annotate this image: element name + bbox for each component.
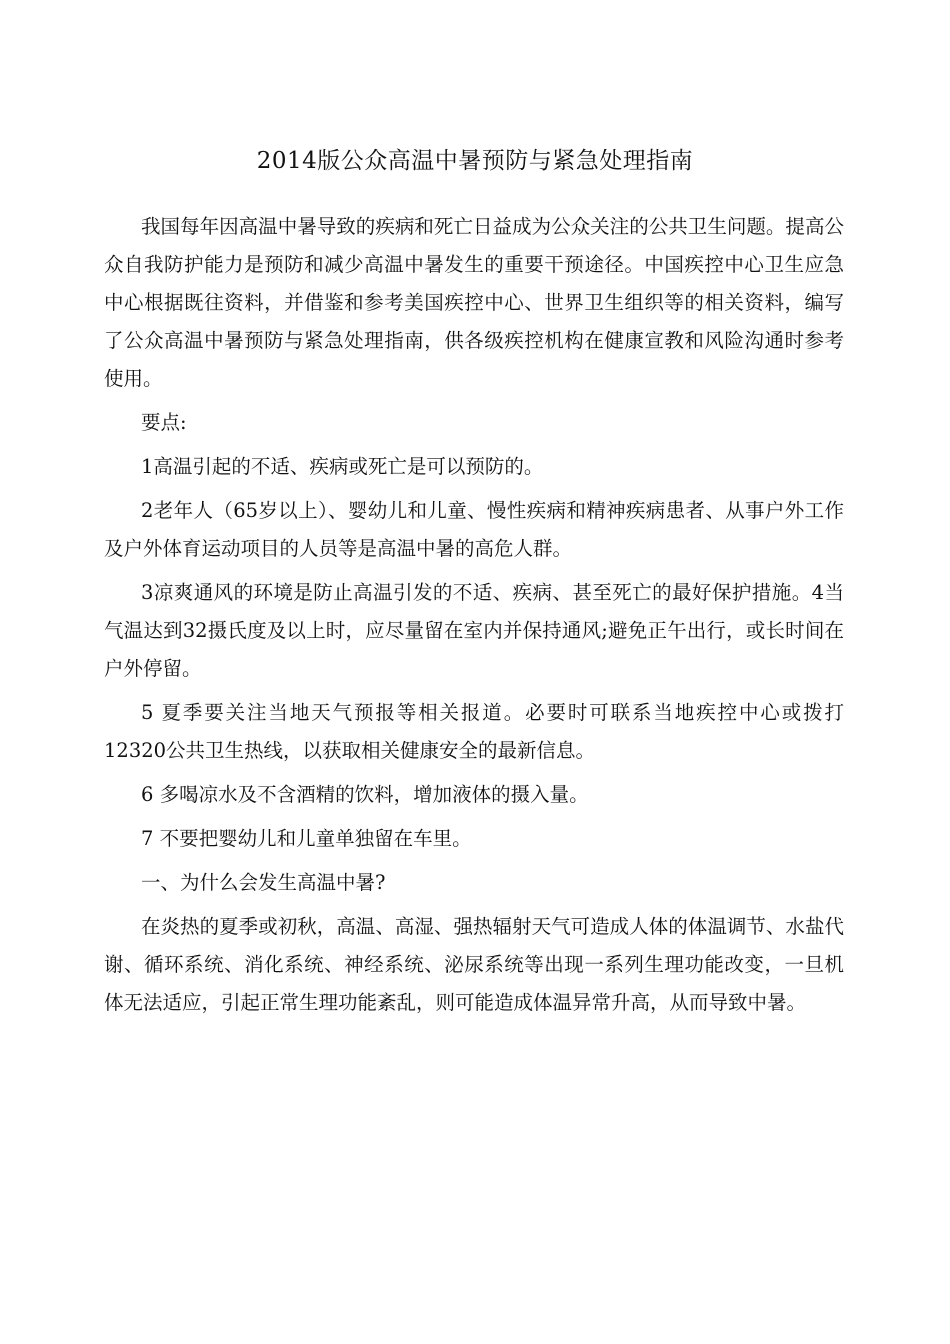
paragraph-section-1-body: 在炎热的夏季或初秋，高温、高湿、强热辐射天气可造成人体的体温调节、水盐代谢、循环系统、消化系统、神经系统、泌尿系统等出现一系列生理功能改变，一旦机体无法适应，引起正常生理功能紊乱，则可能造成体温异常升高，从而导致中暑。 (104, 915, 844, 1014)
document-body (104, 208, 844, 1028)
paragraph-point-3-4: 3凉爽通风的环境是防止高温引发的不适、疾病、甚至死亡的最好保护措施。4当气温达到32摄氏度及以上时，应尽量留在室内并保持通风;避免正午出行，或长时间在户外停留。 (104, 581, 844, 680)
section-heading-1: 一、为什么会发生高温中暑? (141, 871, 386, 894)
document-title: 2014版公众高温中暑预防与紧急处理指南 (256, 148, 694, 174)
paragraph-point-2: 2老年人（65岁以上）、婴幼儿和儿童、慢性疾病和精神疾病患者、从事户外工作及户外体育运动项目的人员等是高温中暑的高危人群。 (104, 499, 844, 560)
paragraph-point-5: 5 夏季要关注当地天气预报等相关报道。必要时可联系当地疾控中心或拨打12320公共卫生热线，以获取相关健康安全的最新信息。 (104, 701, 844, 762)
paragraph-intro: 我国每年因高温中暑导致的疾病和死亡日益成为公众关注的公共卫生问题。提高公众自我防护能力是预防和减少高温中暑发生的重要干预途径。中国疾控中心卫生应急中心根据既往资料，并借鉴和参考美国疾控中心、世界卫生组织等的相关资料，编写了公众高温中暑预防与紧急处理指南，供各级疾控机构在健康宣教和风险沟通时参考使用。 (104, 215, 844, 390)
paragraph-point-1: 1高温引起的不适、疾病或死亡是可以预防的。 (141, 455, 544, 478)
paragraph-point-6: 6 多喝凉水及不含酒精的饮料，增加液体的摄入量。 (141, 783, 589, 806)
paragraph-key-points-heading: 要点: (141, 411, 187, 434)
paragraph-point-7: 7 不要把婴幼儿和儿童单独留在车里。 (141, 827, 472, 850)
